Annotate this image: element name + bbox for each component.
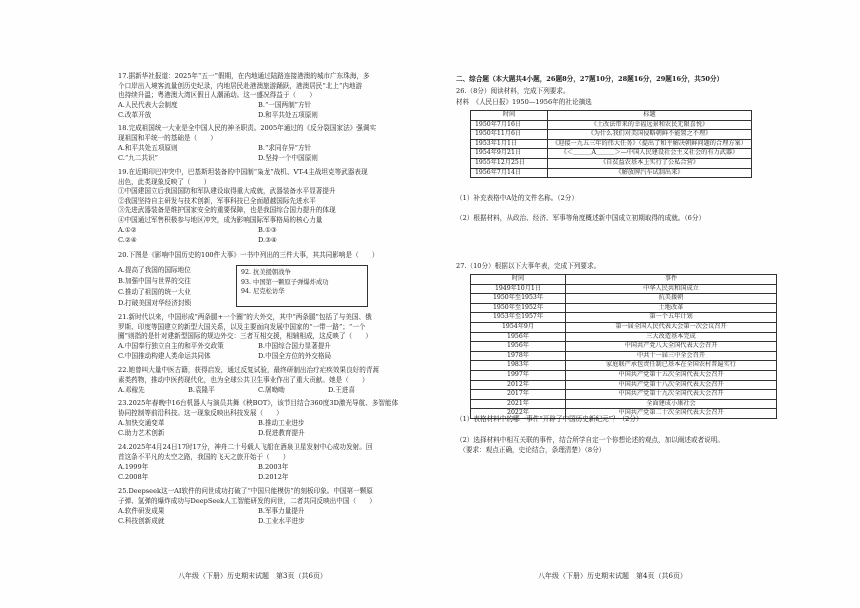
table-row: [471, 370, 777, 380]
option-a: A.人民代表大会制度: [118, 101, 178, 109]
text-line: （2）选择材料中相互关联的事件，结合所学自定一个你想论述的观点，加以阐述或者说明。: [456, 436, 724, 444]
table-cell: 1983年: [471, 361, 566, 371]
question-21-stem: [118, 313, 372, 342]
option-d: D.③④: [258, 236, 277, 244]
text-line: 也持续升温；粤港澳大湾区假日人潮涌动。这一盛况得益于（ ）: [118, 91, 316, 100]
option-a: A.软件研发成果: [118, 507, 165, 515]
table-row: [471, 130, 752, 140]
option-b: B.袁隆平: [188, 386, 215, 394]
table-row: [471, 303, 777, 313]
material-label: 材料 《人民日报》1950—1956年的社论摘选: [456, 98, 592, 106]
text-line: 素类药物，推动中医药现代化，也为全球公共卫生事业作出了重大贡献。她是（ ）: [118, 375, 369, 384]
event-item: 94. 尼克松访华: [241, 288, 285, 296]
option-a: A.中国奉行独立自主的和平外交政策: [118, 342, 224, 350]
table-cell: 中国共产党第十五次全国代表大会召开: [566, 370, 777, 380]
table-cell: 1997年: [471, 370, 566, 380]
question-17-stem: [118, 72, 370, 101]
table-cell: 1950年11月6日: [471, 130, 548, 140]
table-row: [471, 322, 777, 332]
text-line: ④中国通过军售积极参与地区冲突，成为影响国际军事格局的核心力量: [118, 215, 323, 224]
option-a: A.邓稼先: [118, 386, 145, 394]
option-a: A.①②: [118, 226, 137, 234]
option-d: D.和平共处五项原则: [258, 111, 318, 119]
table-cell: 中国共产党第十九次全国代表大会召开: [566, 390, 777, 400]
exam-page-4: [430, 0, 860, 608]
table-cell: 三大改造基本完成: [566, 332, 777, 342]
table-row: [471, 342, 777, 352]
editorials-table: [470, 110, 752, 178]
option-c: C.2008年: [118, 473, 149, 481]
question-19-stem: [118, 168, 368, 226]
question-23-stem: [118, 399, 398, 418]
option-d: D.中国全方位的外交格局: [258, 352, 332, 360]
text-line: 首这条不平凡的太空之路，我国的飞天之旅开始于（ ）: [118, 452, 290, 461]
option-c: C.助力艺术创新: [118, 429, 165, 437]
option-d: D.2012年: [258, 473, 289, 481]
question-18-stem: [118, 124, 376, 143]
table-cell: 2021年: [471, 399, 566, 409]
option-b: B.2003年: [258, 463, 289, 471]
text-line: ②我国坚持自主研发与技术创新，军事科技已全面超越国际先进水平: [118, 196, 316, 205]
column-header: 标题: [548, 111, 752, 121]
events-box: [236, 265, 368, 307]
text-line: 圈”则指的是针对建新型国际的规边外交：三者互相交援，相辅相成，这反映了（ ）: [118, 332, 372, 341]
column-header: 时间: [471, 275, 566, 285]
text-line: 18.完成祖国统一大业是全中国人民的神圣职责。2005年通过的《反分裂国家法》强调实: [118, 124, 377, 132]
option-c: C.屠呦呦: [258, 386, 285, 394]
option-c: C.中国推动构建人类命运共同体: [118, 352, 211, 360]
question-26-intro: 26.（8分）阅读材料，完成下列要求。: [456, 87, 570, 95]
text-line: 25.Deepseek这一AI软件的问世成功打破了“中国只能模仿”的刻板印象。中国第一颗原: [118, 487, 373, 495]
text-line: 子弹、氢弹的爆炸成功与DeepSeek人工智能研发的问世，二者共同反映出中国（ ）: [118, 496, 376, 505]
option-d: D.王进喜: [328, 386, 355, 394]
table-cell: 中国共产党第二十次全国代表大会召开: [566, 409, 777, 419]
table-cell: 2012年: [471, 380, 566, 390]
option-d: D.坚持一个中国原则: [258, 154, 318, 162]
table-cell: 1978年: [471, 351, 566, 361]
option-b: B.“求同存异”方针: [258, 144, 312, 152]
option-b: B.加强中国与世界的交往: [118, 277, 191, 285]
question-26-part-1: （1）补充表格中A处的文件名称。（2分）: [456, 194, 578, 202]
table-row: [471, 294, 777, 304]
table-row: [471, 168, 752, 178]
table-cell: 家庭联产承包责任制已基本在全国农村普遍实行: [566, 361, 777, 371]
page-footer: 八年级（下册）历史期末试题 第3页（共6页）: [178, 572, 327, 580]
table-row: [471, 399, 777, 409]
text-line: 罗斯、印度等国建立的新型大国关系，以及主要面向发展中国家的“一带一路”；“一个: [118, 322, 366, 331]
table-row: [471, 139, 752, 149]
table-header-row: [471, 111, 752, 121]
table-cell: 1953年至1957年: [471, 313, 566, 323]
table-cell: 1956年7月14日: [471, 168, 548, 178]
text-line: 23.2025年春晚中16台机器人与演员共舞《秧BOT》，该节目结合360度3D激光导航、多智能体: [118, 399, 399, 407]
section-title: 二、综合题（本大题共4小题，26题8分，27题10分，28题16分，29题16分，共50分）: [456, 75, 724, 83]
text-line: （要求：观点正确，史论结合，条理清楚）（8分）: [456, 445, 606, 454]
option-b: B.军事力量提升: [258, 507, 305, 515]
question-26-part-2: （2）根据材料，从政治、经济、军事等角度概述新中国成立初期取得的成就。（6分）: [456, 214, 706, 222]
option-a: A.提高了我国的国际地位: [118, 266, 191, 274]
table-row: [471, 351, 777, 361]
table-row: [471, 380, 777, 390]
text-line: 17.据新华社报道：2025年“五一”假期，在内地通过陆路连接港澳的城市广东珠海，多: [118, 72, 370, 80]
table-cell: 1955年12月25日: [471, 158, 548, 168]
option-c: C.科技创新成就: [118, 517, 165, 525]
option-d: D.促进教育提升: [258, 429, 305, 437]
option-c: C.改革开放: [118, 111, 152, 119]
option-a: A.1999年: [118, 463, 149, 471]
table-cell: 《土改法带来的幸福远景和农民无限喜悦》: [548, 120, 752, 130]
text-line: 出色，此类现象反映了（ ）: [118, 177, 211, 186]
table-cell: 1950年至1953年: [471, 294, 566, 304]
question-27-intro: 27.（10分）根据以下大事年表，完成下列要求。: [456, 262, 601, 270]
option-c: C.“九二共识”: [118, 154, 159, 162]
option-a: A.和平共处五项原则: [118, 144, 178, 152]
question-24-stem: [118, 443, 372, 462]
chronology-table: [470, 274, 777, 419]
table-row: [471, 158, 752, 168]
table-cell: 《＜＿＿＿A＿＿＿＞—中国人民建设社会主义社会的有力武器》: [548, 149, 752, 159]
table-row: [471, 332, 777, 342]
column-header: 事件: [566, 275, 777, 285]
column-header: 时间: [471, 111, 548, 121]
event-item: 93. 中国第一颗原子弹爆炸成功: [241, 278, 329, 286]
text-line: 24.2025年4月24日17时17分，神舟二十号载人飞船在酒泉卫星发射中心成功发射。回: [118, 443, 373, 451]
option-b: B.①③: [258, 226, 277, 234]
option-b: B.“一国两制”方针: [258, 101, 312, 109]
table-cell: 第一个五年计划: [566, 313, 777, 323]
option-a: A.加快交通变革: [118, 419, 165, 427]
table-cell: 《迎接一九五三年的伟大任务》（提出了和平解决朝鲜问题的合理方案）: [548, 139, 752, 149]
table-cell: 1950年7月16日: [471, 120, 548, 130]
text-line: ①中国建国立后我国国防和军队建设取得重大成就，武器装备水平显著提升: [118, 187, 336, 196]
table-cell: 1956年: [471, 342, 566, 352]
option-d: D.工业水平进步: [258, 517, 305, 525]
table-cell: 中国共产党第十八次全国代表大会召开: [566, 380, 777, 390]
table-cell: 1950年至1952年: [471, 303, 566, 313]
table-row: [471, 120, 752, 130]
table-cell: 中华人民共和国成立: [566, 284, 777, 294]
option-c: C.推动了祖国的统一大业: [118, 288, 191, 296]
table-cell: 中共十一届三中全会召开: [566, 351, 777, 361]
table-cell: 2022年: [471, 409, 566, 419]
table-cell: 1954年9月: [471, 322, 566, 332]
table-cell: 第一届全国人民代表大会第一次会议召开: [566, 322, 777, 332]
table-cell: 1956年: [471, 332, 566, 342]
table-row: [471, 361, 777, 371]
table-cell: 《解放牌汽车试制出来》: [548, 168, 752, 178]
event-item: 92. 抗美援朝战争: [241, 269, 291, 276]
option-d: D.打破美国对华经济封锁: [118, 299, 192, 307]
page-footer: 八年级（下册）历史期末试题 第4页（共6页）: [538, 572, 687, 580]
text-line: 22.她曾叫大量中医古籍，获得启发，通过反复试验，最终研制出治疗疟疾效果良好的青蒿: [118, 366, 380, 374]
question-22-stem: [118, 366, 379, 385]
table-cell: 2017年: [471, 390, 566, 400]
table-cell: 1954年9月21日: [471, 149, 548, 159]
table-header-row: [471, 275, 777, 285]
table-row: [471, 284, 777, 294]
table-row: [471, 149, 752, 159]
table-cell: 1953年1月1日: [471, 139, 548, 149]
option-b: B.中国综合国力显著提升: [258, 342, 331, 350]
question-27-part-2: [456, 436, 724, 455]
text-line: 协同控制等前沿科技。这一现象反映出科技发展（ ）: [118, 408, 283, 417]
table-cell: 全面建成小康社会: [566, 399, 777, 409]
table-cell: 《自贫益农基本上实行了公私合营》: [548, 158, 752, 168]
question-25-stem: [118, 487, 376, 506]
text-line: 19.在近期印巴冲突中，巴基斯坦装备的中国制“枭龙”战机、VT-4主战坦克等武器表现: [118, 168, 368, 176]
table-row: [471, 313, 777, 323]
text-line: 21.新时代以来，中国形成“两条腿+一个圈”的大外交，其中“两条腿”包括了与美国、俄: [118, 313, 372, 321]
table-cell: 土地改革: [566, 303, 777, 313]
table-cell: 抗美援朝: [566, 294, 777, 304]
table-cell: 中国共产党八大全国代表大会召开: [566, 342, 777, 352]
table-cell: 1949年10月1日: [471, 284, 566, 294]
text-line: 个口岸出入境客流量创历史纪录，内地居民赴港澳旅游踊跃，港澳居民“北上”内地游: [118, 81, 363, 90]
option-c: C.②④: [118, 236, 137, 244]
table-row: [471, 390, 777, 400]
table-cell: 《为什么我们对美国侵略朝鲜不能置之不理》: [548, 130, 752, 140]
option-b: B.推动工业进步: [258, 419, 305, 427]
text-line: 现祖国和平统一的基础是（ ）: [118, 133, 217, 142]
text-line: ③先进武器装备是维护国家安全的重要保障，也是我国综合国力提升的体现: [118, 206, 336, 215]
question-27-part-1: （1）表格材料中的哪一事件“开辟了中国历史新纪元”？（2分）: [456, 415, 643, 423]
question-20-stem: 20.下图是《影响中国历史的100件大事》一书中列出的三件大事，其共同影响是（ ）: [118, 251, 379, 259]
